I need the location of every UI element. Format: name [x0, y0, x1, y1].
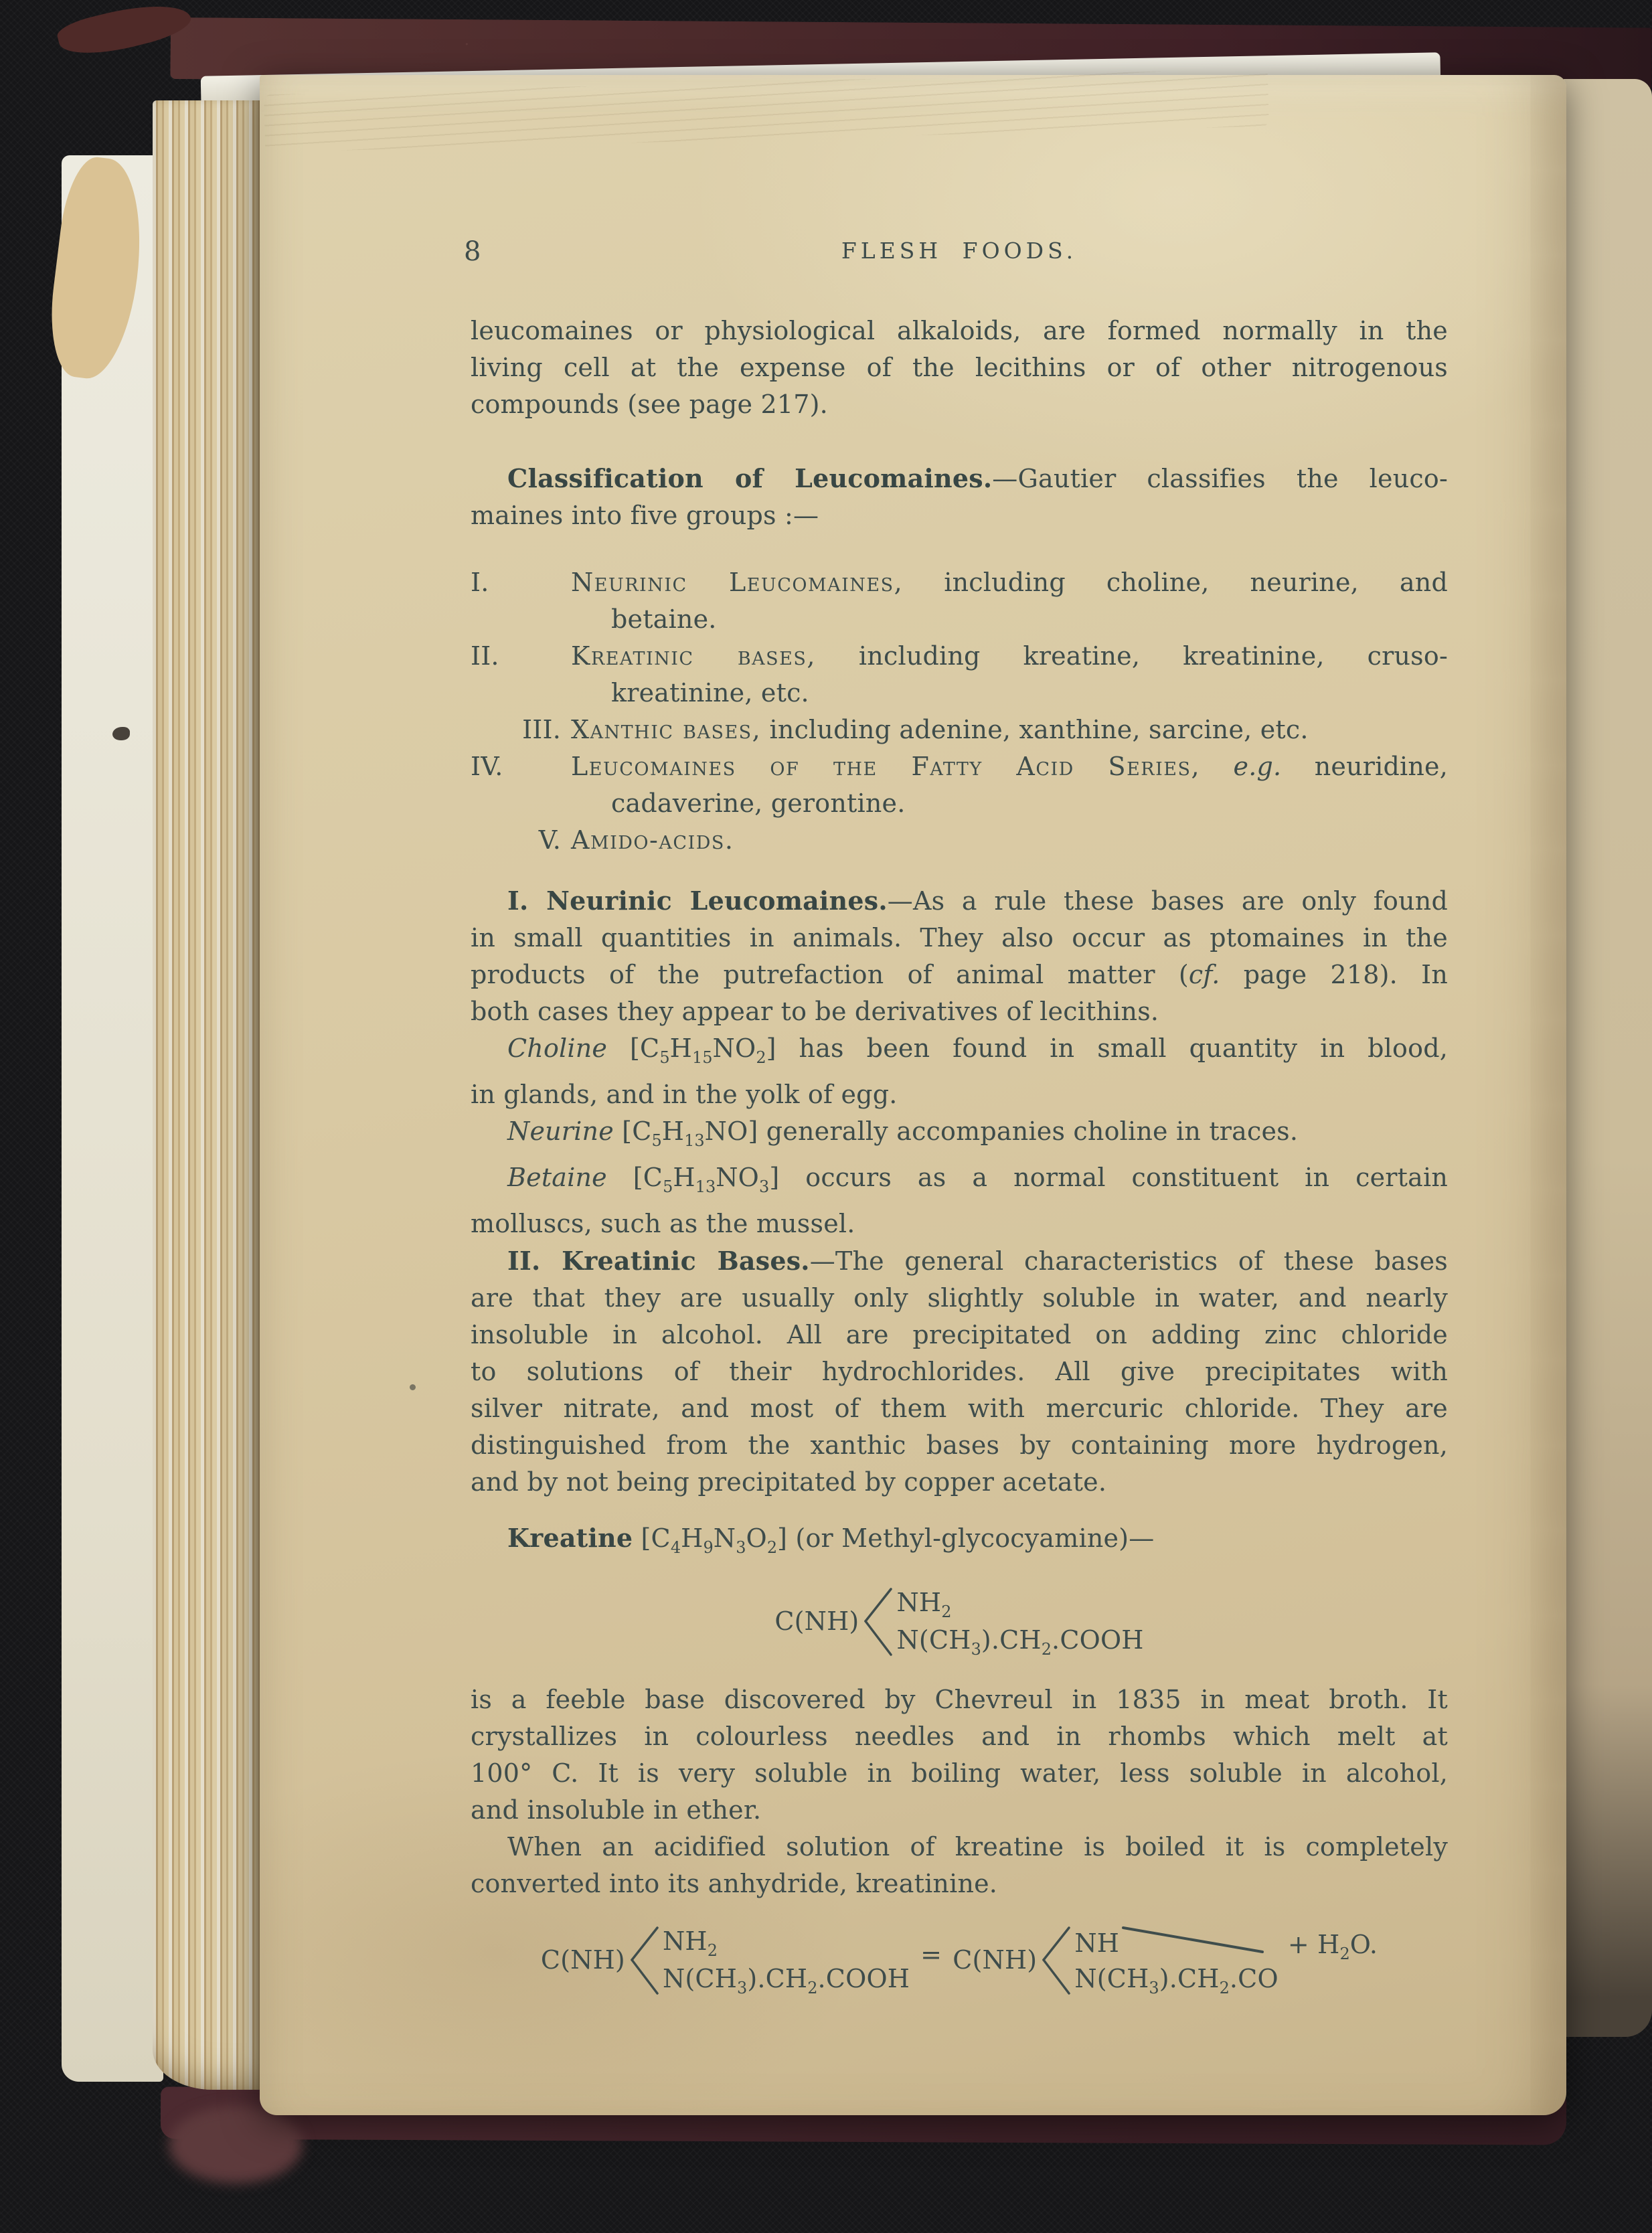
text-line: II. Kreatinic Bases.—The general characteristics of these bases [507, 1246, 1448, 1276]
text-line: leucomaines or physiological alkaloids, are formed normally in the [471, 316, 1448, 345]
margin-ink-speck [410, 1384, 416, 1390]
body-text [471, 313, 1448, 1997]
text-line: both cases they appear to be derivatives of lecithins. [471, 997, 1159, 1026]
neurine-paragraph [471, 1113, 1448, 1159]
text-line: 100° C. It is very soluble in boiling water, less soluble in alcohol, [471, 1758, 1448, 1788]
text-line: IV. Leucomaines of the Fatty Acid Series, e.g. neuridine, [471, 752, 1448, 781]
text-line: converted into its anhydride, kreatinine. [471, 1869, 998, 1898]
endpaper [62, 155, 163, 2082]
classification-paragraph [471, 460, 1448, 534]
text-line: in glands, and in the yolk of egg. [471, 1080, 898, 1109]
text-line: products of the putrefaction of animal matter (cf. page 218). In [471, 960, 1448, 989]
structural-formula: C(NH) $NH_2$ $N(CH_3).CH_2.COOH$ [541, 1922, 910, 1997]
water-byproduct: + $H_2O$. [1287, 1929, 1378, 1963]
text-line: I. Neurinic Leucomaines, including choline, neurine, and [471, 568, 1449, 597]
text-line: Neurine $[C_5H_{13}NO]$ generally accompanies choline in traces. [507, 1116, 1299, 1150]
structural-formula: C(NH) $NH_2$ $N(CH_3).CH_2.COOH$ [774, 1584, 1143, 1659]
angle-bracket-bond-icon [629, 1922, 660, 1997]
text-line: distinguished from the xanthic bases by containing more hydrogen, [471, 1430, 1448, 1460]
underlying-page-edge [1564, 79, 1652, 2037]
angle-bracket-bond-icon [1041, 1922, 1072, 1997]
structural-formula: C(NH) NH $N(CH_3).CH_2.CO$ [953, 1922, 1278, 1997]
text-line: living cell at the expense of the lecithins or of other nitrogenous [471, 353, 1448, 382]
text-line: in small quantities in animals. They also occur as ptomaines in the [471, 923, 1448, 953]
text-line: insoluble in alcohol. All are precipitated on adding zinc chloride [471, 1320, 1448, 1349]
text-line: molluscs, such as the mussel. [471, 1209, 855, 1238]
text-line: cadaverine, gerontine. [611, 789, 906, 818]
neurinic-section-paragraph [471, 882, 1448, 1030]
leucomaine-groups-list [471, 564, 1448, 859]
kreatine-boiling-paragraph [471, 1829, 1448, 1902]
page-header [464, 232, 1448, 269]
kreatine-lead-in [471, 1519, 1448, 1566]
page-number: 8 [464, 236, 481, 267]
running-head: FLESH FOODS. [841, 238, 1078, 264]
betaine-paragraph [471, 1159, 1448, 1242]
text-line: Betaine $[C_5H_{13}NO_3]$ occurs as a normal constituent in certain [507, 1163, 1448, 1196]
choline-paragraph [471, 1030, 1448, 1113]
text-line: compounds (see page 217). [471, 390, 828, 419]
cover-worn-corner [169, 2106, 303, 2183]
text-line: is a feeble base discovered by Chevreul in 1835 in meat broth. It [471, 1685, 1448, 1714]
text-line: II. Kreatinic bases, including kreatine, kreatinine, cruso- [471, 641, 1449, 671]
text-line: to solutions of their hydrochlorides. All give precipitates with [471, 1357, 1448, 1386]
text-line: betaine. [611, 604, 717, 634]
book-page [260, 75, 1566, 2115]
text-line: silver nitrate, and most of them with mercuric chloride. They are [471, 1394, 1448, 1423]
text-line: kreatinine, etc. [611, 678, 809, 708]
text-line: and by not being precipitated by copper acetate. [471, 1467, 1107, 1497]
text-line: are that they are usually only slightly soluble in water, and nearly [471, 1283, 1448, 1313]
angle-bracket-bond-icon [863, 1584, 894, 1659]
text-line: III. Xanthic bases, including adenine, xanthine, sarcine, etc. [522, 715, 1309, 744]
page-edge-stack [153, 100, 262, 2090]
text-line: Classification of Leucomaines.—Gautier classifies the leuco- [507, 463, 1448, 493]
ring-bond-icon [1122, 1922, 1266, 1955]
text-line: Choline $[C_5H_{15}NO_2]$ has been found in small quantity in blood, [507, 1033, 1448, 1067]
text-line: Kreatine $[C_4H_9N_3O_2]$ (or Methyl-glycocyamine)— [507, 1523, 1155, 1557]
text-line: and insoluble in ether. [471, 1795, 762, 1825]
equals-sign: = [920, 1939, 942, 1969]
kreatine-properties-paragraph [471, 1681, 1448, 1829]
text-column [464, 232, 1449, 1997]
text-line: V. Amido-acids. [538, 825, 734, 855]
text-line: crystallizes in colourless needles and in rhombs which melt at [471, 1722, 1448, 1751]
endpaper-ink-spot [112, 727, 130, 740]
kreatine-kreatinine-equation [471, 1922, 1448, 1997]
text-line: I. Neurinic Leucomaines.—As a rule these bases are only found [507, 886, 1448, 916]
intro-paragraph [471, 313, 1448, 423]
text-line: maines into five groups :— [471, 501, 819, 530]
kreatinic-section-paragraph [471, 1242, 1448, 1501]
kreatine-structural-formula [471, 1584, 1448, 1659]
text-line: When an acidified solution of kreatine is boiled it is completely [507, 1832, 1448, 1862]
